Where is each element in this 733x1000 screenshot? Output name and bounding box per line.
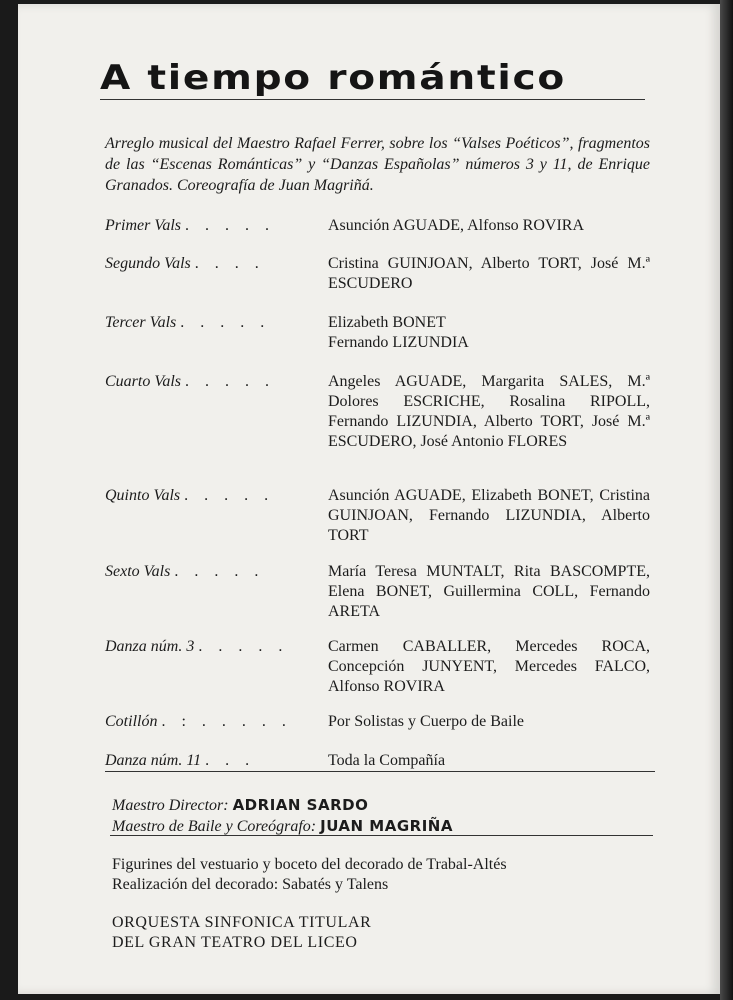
program-names: Carmen CABALLER, Mercedes ROCA, Concepción JUNYENT, Mercedes FALCO, Alfonso ROVIRA [328, 638, 650, 695]
program-label: Cuarto Vals . . . . . [105, 373, 276, 390]
orchestra-credit [112, 913, 657, 953]
program-names: Elizabeth BONET Fernando LIZUNDIA [328, 314, 469, 351]
page-title: A tiempo romántico [100, 58, 566, 98]
credits-block [112, 795, 652, 837]
title-rule [100, 99, 645, 100]
program-names: Angeles AGUADE, Margarita SALES, M.ª Dolores ESCRICHE, Rosalina RIPOLL, Fernando LIZUNDIA, Alberto TORT, José M.ª ESCUDERO, José Antonio FLORES [328, 373, 650, 450]
orchestra-line: DEL GRAN TEATRO DEL LICEO [112, 934, 358, 951]
page-edge [720, 0, 733, 1000]
program-names: Asunción AGUADE, Alfonso ROVIRA [328, 217, 584, 234]
set-credit: Realización del decorado: Sabatés y Talens [112, 876, 389, 893]
costume-credit: Figurines del vestuario y boceto del decorado de Trabal-Altés [112, 856, 507, 873]
program-names: Por Solistas y Cuerpo de Baile [328, 713, 524, 730]
program-label: Danza núm. 3 . . . . . [105, 638, 289, 655]
program-label: Sexto Vals . . . . . [105, 563, 265, 580]
orchestra-line: ORQUESTA SINFONICA TITULAR [112, 914, 372, 931]
section-rule [105, 771, 655, 772]
program-label: Segundo Vals . . . . [105, 255, 265, 272]
program-label: Danza núm. 11 . . . [105, 752, 256, 769]
program-names: María Teresa MUNTALT, Rita BASCOMPTE, Elena BONET, Guillermina COLL, Fernando ARETA [328, 563, 650, 620]
intro-paragraph: Arreglo musical del Maestro Rafael Ferrer, sobre los “Valses Poéticos”, fragmentos de las “Escenas Románticas” y “Danzas Españolas” números 3 y 11, de Enrique Granados. Coreografía de Juan Magriñá. [105, 135, 650, 194]
program-label: Primer Vals . . . . . [105, 217, 275, 234]
program-label: Cotillón . : . . . . . [105, 713, 292, 730]
director-credit: Maestro Director: ADRIAN SARDO [112, 796, 369, 814]
program-label: Tercer Vals . . . . . [105, 314, 271, 331]
choreographer-credit: Maestro de Baile y Coreógrafo: JUAN MAGRIÑA [112, 817, 453, 835]
program-names: Toda la Compañía [328, 752, 446, 769]
program-label: Quinto Vals . . . . . [105, 487, 275, 504]
program-names: Asunción AGUADE, Elizabeth BONET, Cristina GUINJOAN, Fernando LIZUNDIA, Alberto TORT [328, 487, 650, 544]
design-credits [112, 855, 657, 895]
credits-rule [110, 835, 653, 836]
program-names: Cristina GUINJOAN, Alberto TORT, José M.ª ESCUDERO [328, 255, 650, 292]
